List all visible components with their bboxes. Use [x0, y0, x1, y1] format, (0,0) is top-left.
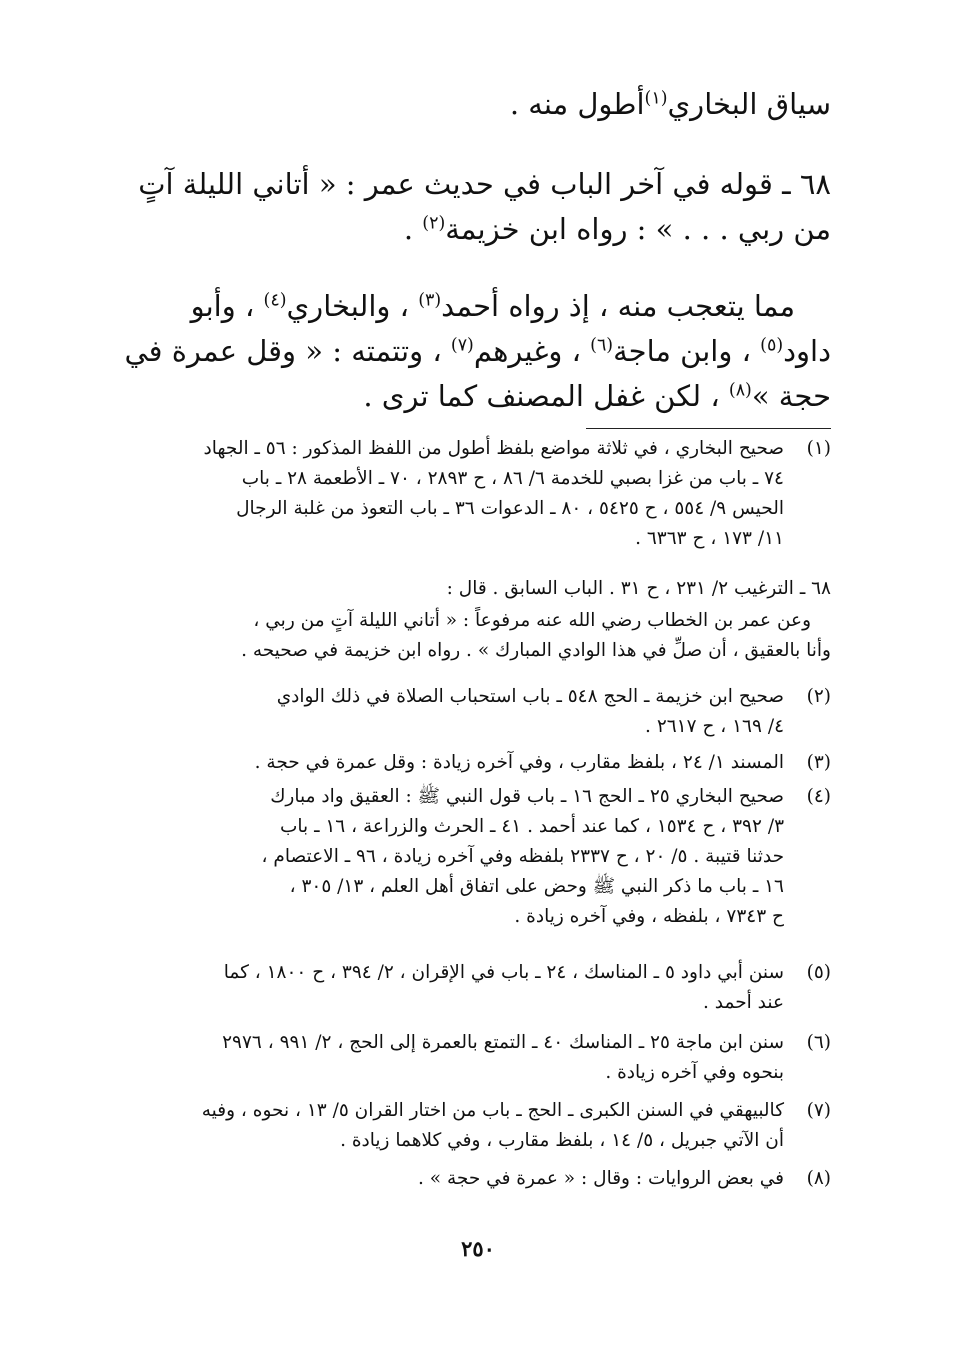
footnote-68-quote — [121, 606, 831, 666]
footnote-line: أن الآتي جبريل ، ٥/ ١٤ ، بلفظ مقارب ، وفي كلاهما زيادة . — [340, 1130, 784, 1151]
footnote-number: (٨) — [806, 1168, 831, 1189]
footnote-number: (٦) — [806, 1032, 831, 1053]
commentary-line-3 — [121, 374, 831, 419]
footnote-number: (٥) — [806, 962, 831, 983]
footnote-4 — [121, 782, 831, 932]
footnote-number: (٤) — [806, 786, 831, 807]
footnote-line: سنن أبي داود ٥ ـ المناسك ، ٢٤ ـ باب في الإقران ، ٢/ ٣٩٤ ، ح ١٨٠٠ ، كما — [223, 962, 784, 983]
commentary-line-3-a: حجة » — [751, 379, 831, 413]
commentary-line-2-b: ، وابن ماجة — [613, 334, 751, 368]
item-68-line-2 — [121, 207, 831, 252]
footnote-ref-3[interactable]: (٣) — [418, 290, 442, 311]
footnote-68-source — [121, 574, 831, 604]
footnote-line: بنحوه وفي آخره زيادة . — [605, 1062, 784, 1083]
footnote-number: (٣) — [806, 752, 831, 773]
heading-line — [121, 82, 831, 127]
commentary-line-1-a: مما يتعجب منه ، إذ رواه أحمد — [441, 289, 795, 323]
commentary — [121, 284, 831, 419]
footnote-line: ٦٨ ـ الترغيب ٢/ ٢٣١ ، ح ٣١ . الباب السابق . قال : — [446, 578, 831, 599]
footnote-8 — [121, 1164, 831, 1194]
footnote-line: ١٦ ـ باب ما ذكر النبي ﷺ وحض على اتفاق أهل العلم ، ١٣/ ٣٠٥ ، — [289, 876, 784, 897]
item-68-line-2-end: . — [403, 212, 414, 246]
footnote-ref-1[interactable]: (١) — [644, 88, 668, 109]
commentary-line-2-c: ، وغيرهم — [473, 334, 581, 368]
footnote-1 — [121, 434, 831, 554]
footnote-line: ١١/ ١٧٣ ، ح ٦٣٦٣ . — [635, 528, 784, 549]
commentary-line-1 — [121, 284, 831, 329]
item-68 — [121, 162, 831, 252]
footnote-ref-5[interactable]: (٥) — [760, 335, 784, 356]
heading-text-after: أطول منه . — [509, 87, 645, 121]
footnote-number: (٧) — [806, 1100, 831, 1121]
footnote-number: (١) — [806, 438, 831, 459]
footnote-ref-4[interactable]: (٤) — [263, 290, 287, 311]
footnote-3 — [121, 748, 831, 778]
footnote-7 — [121, 1096, 831, 1156]
footnote-line: صحيح البخاري ، في ثلاثة مواضع بلفظ أطول من اللفظ المذكور : ٥٦ ـ الجهاد — [203, 438, 784, 459]
footnote-ref-6[interactable]: (٦) — [590, 335, 614, 356]
footnote-line: ٣/ ٣٩٢ ، ح ١٥٣٤ ، كما عند أحمد . ٤١ ـ الحرث والزراعة ، ١٦ ـ باب — [279, 816, 784, 837]
footnote-line: ٤/ ١٦٩ ، ح ٢٦١٧ . — [645, 716, 784, 737]
commentary-line-1-b: ، والبخاري — [286, 289, 409, 323]
footnote-ref-2[interactable]: (٢) — [422, 213, 446, 234]
footnote-line: سنن ابن ماجة ٢٥ ـ المناسك ٤٠ ـ التمتع بالعمرة إلى الحج ، ٢/ ٩٩١ ، ٢٩٧٦ — [222, 1032, 784, 1053]
commentary-line-2-d: ، وتتمته : « وقل عمرة في — [124, 334, 442, 368]
footnote-number: (٢) — [806, 686, 831, 707]
footnote-ref-7[interactable]: (٧) — [450, 335, 474, 356]
footnote-line: في بعض الروايات : وقال : « عمرة في حجة » . — [418, 1168, 784, 1189]
footnote-5 — [121, 958, 831, 1018]
footnote-line: كالبيهقي في السنن الكبرى ـ الحج ـ باب من اختار القران ٥/ ١٣ ، نحوه ، وفيه — [201, 1100, 784, 1121]
footnote-line: ح ٧٣٤٣ ، بلفظه ، وفي آخره زيادة . — [514, 906, 784, 927]
footnote-6 — [121, 1028, 831, 1088]
footnote-line: عند أحمد . — [703, 992, 784, 1013]
footnote-line: وعن عمر بن الخطاب رضي الله عنه مرفوعاً : « أتاني الليلة آتٍ من ربي ، — [253, 610, 811, 631]
commentary-line-2-a: داود — [783, 334, 831, 368]
footnote-line: وأنا بالعقيق ، أن صلِّ في هذا الوادي المبارك » . رواه ابن خزيمة في صحيحه . — [241, 640, 831, 661]
item-68-line-1: ٦٨ ـ قوله في آخر الباب في حديث عمر : « أتاني الليلة آتٍ — [138, 167, 831, 201]
footnote-ref-8[interactable]: (٨) — [728, 380, 752, 401]
footnote-line: حدثنا قتيبة . ٥/ ٢٠ ، ح ٢٣٣٧ بلفظه وفي آخره زيادة ، ٩٦ ـ الاعتصام ، — [261, 846, 784, 867]
heading-text-before: سياق البخاري — [667, 87, 831, 121]
footnote-line: صحيح ابن خزيمة ـ الحج ٥٤٨ ـ باب استحباب الصلاة في ذلك الوادي — [276, 686, 784, 707]
footnote-line: صحيح البخاري ٢٥ ـ الحج ١٦ ـ باب قول النبي ﷺ : العقيق واد مبارك — [270, 786, 784, 807]
footnote-divider — [586, 428, 831, 429]
footnote-line: الحيس ٩/ ٥٥٤ ، ح ٥٤٢٥ ، ٨٠ ـ الدعوات ٣٦ ـ باب التعوذ من غلبة الرجال — [236, 498, 784, 519]
footnote-line: ٧٤ ـ باب من غزا بصبي للخدمة ٦/ ٨٦ ، ح ٢٨٩٣ ، ٧٠ ـ الأطعمة ٢٨ ـ باب — [241, 468, 784, 489]
commentary-line-2 — [121, 329, 831, 374]
footnote-2 — [121, 682, 831, 742]
page-number: ٢٥٠ — [461, 1236, 495, 1261]
footnote-line: المسند ١/ ٢٤ ، بلفظ مقارب ، وفي آخره زيادة : وقل عمرة في حجة . — [254, 752, 784, 773]
commentary-line-1-c: ، وأبو — [190, 289, 255, 323]
commentary-line-3-b: ، لكن غفل المصنف كما ترى . — [363, 379, 720, 413]
item-68-line-2-text: من ربي . . . » : رواه ابن خزيمة — [445, 212, 831, 246]
